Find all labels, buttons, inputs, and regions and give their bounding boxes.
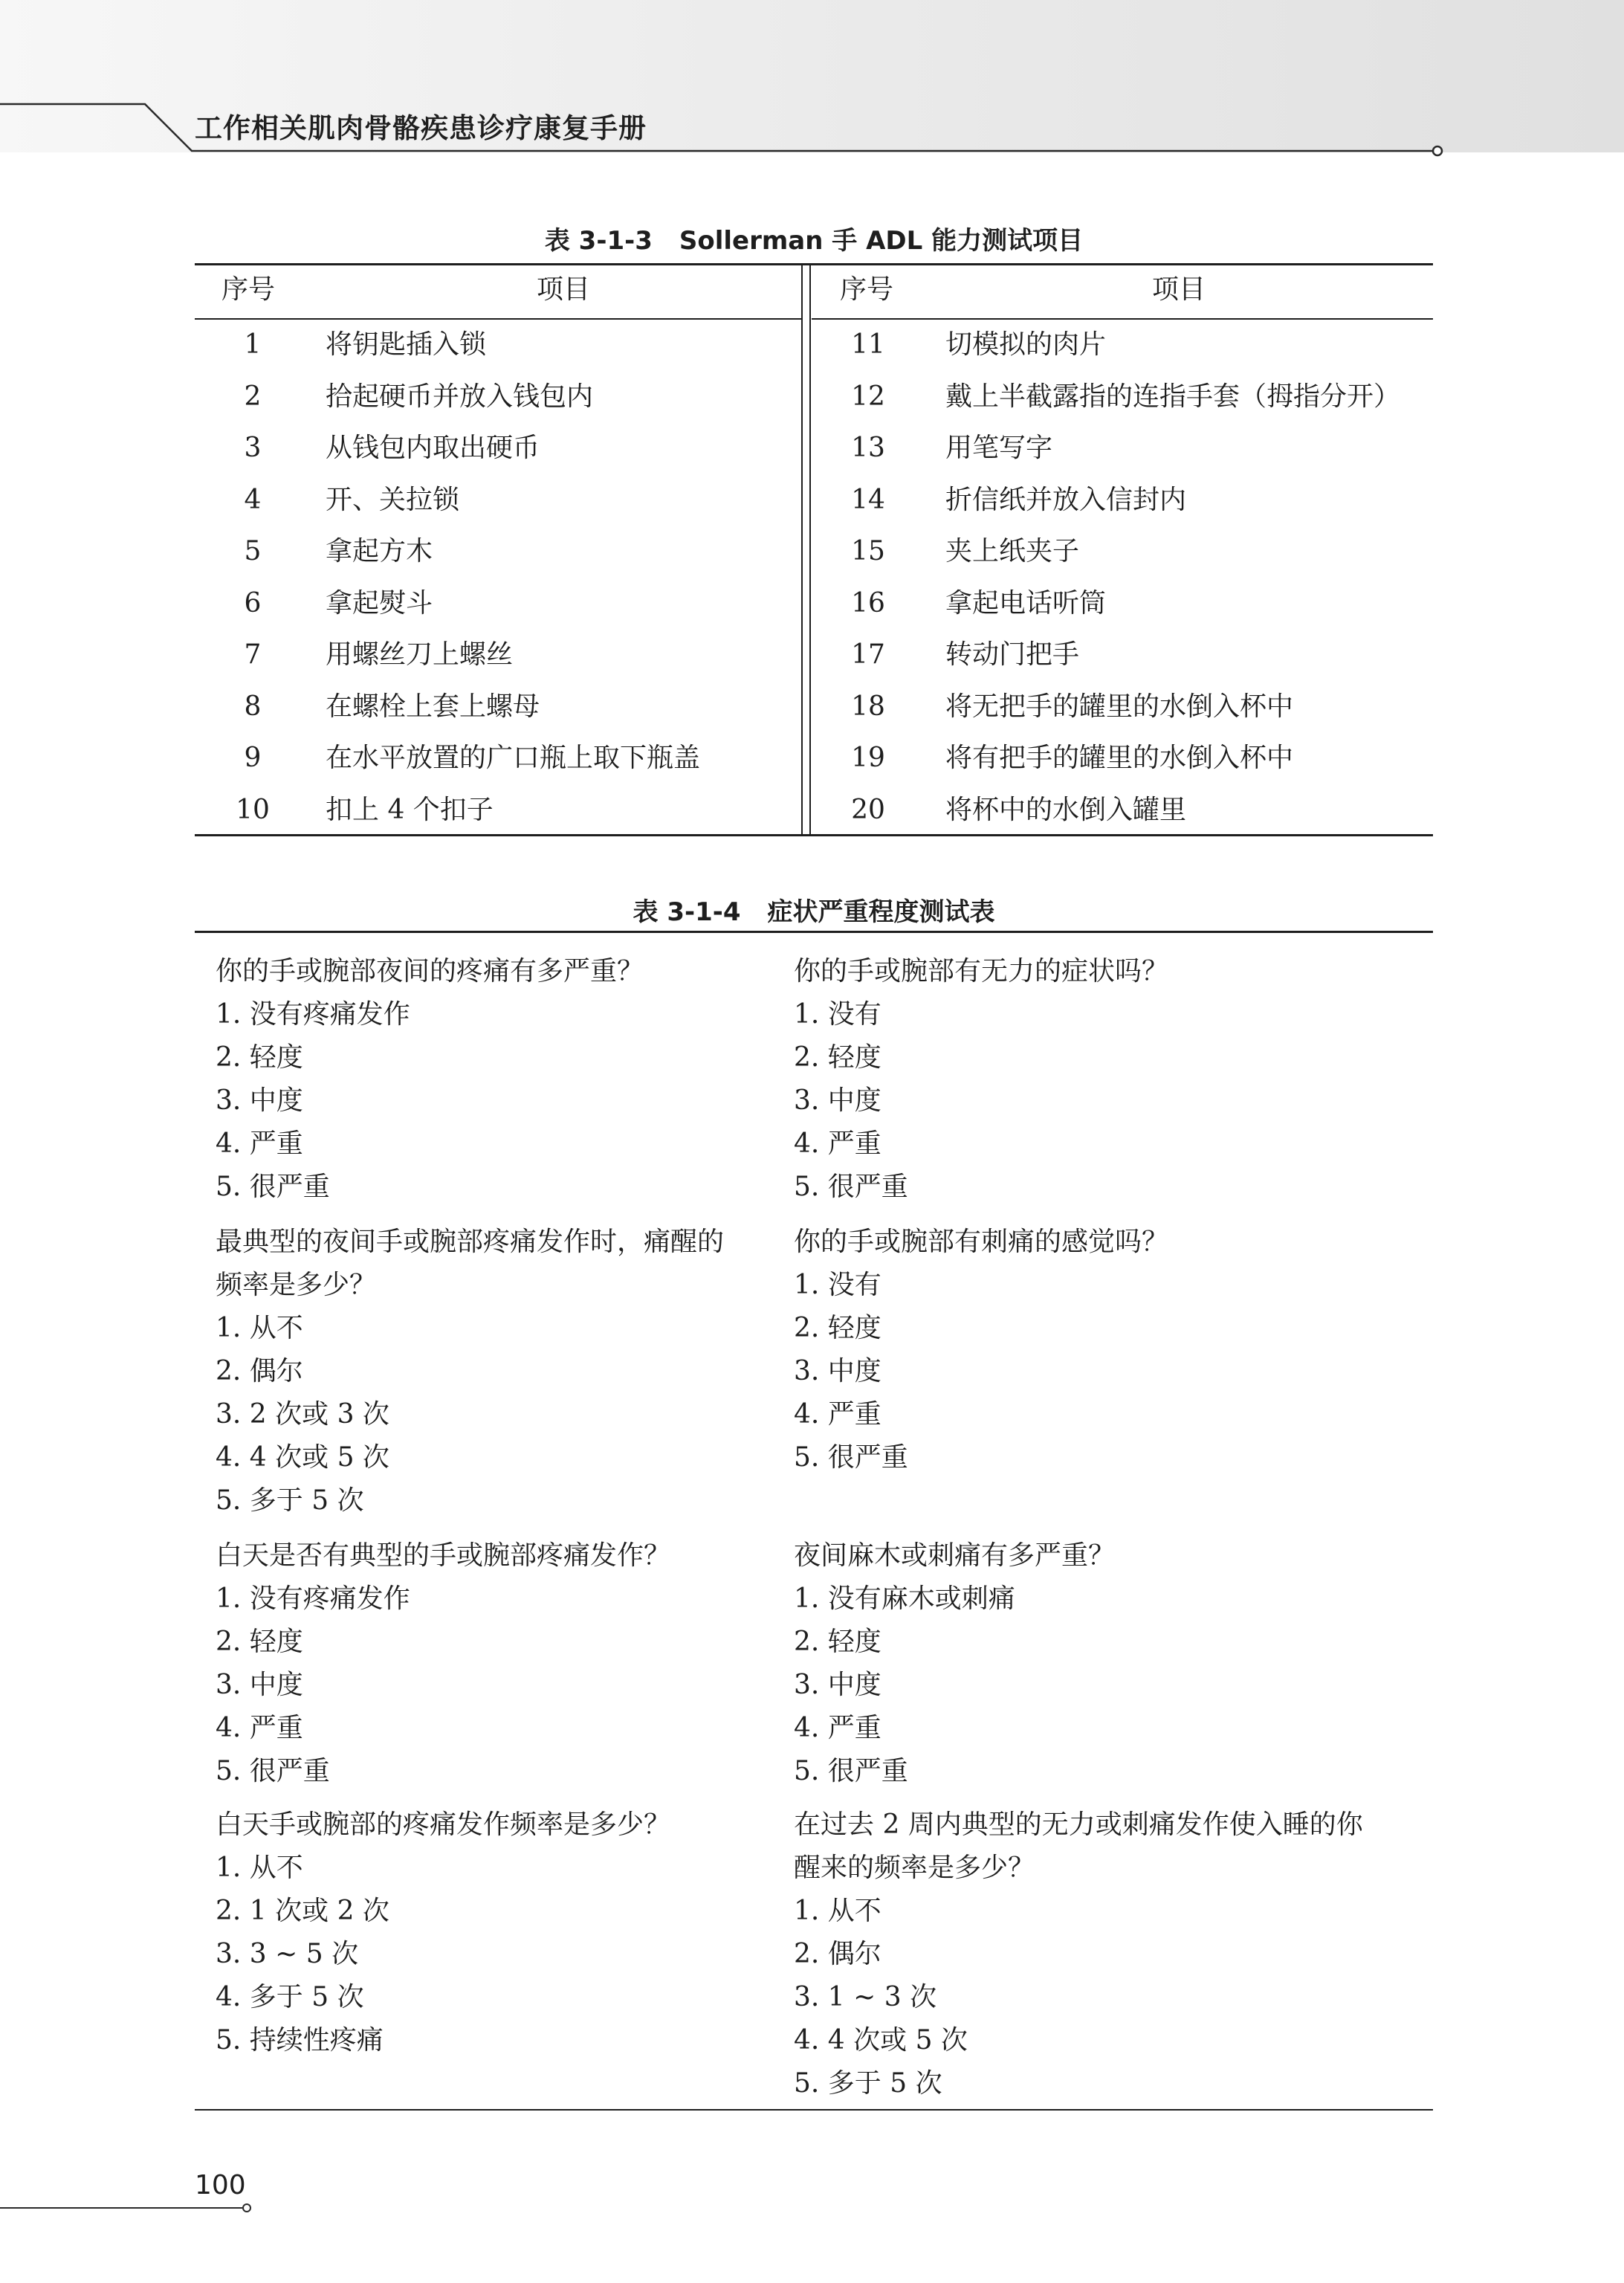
answer-option: 2. 偶尔: [794, 1939, 881, 1969]
answer-option: 1. 从不: [216, 1853, 303, 1883]
answer-option: 5. 持续性疼痛: [216, 2025, 384, 2056]
answer-option: 5. 很严重: [794, 1172, 908, 1202]
row-number: 4: [244, 484, 262, 515]
symptom-severity-table: [195, 931, 1433, 2111]
answer-option: 3. 2 次或 3 次: [216, 1399, 389, 1430]
answer-option: 4. 严重: [216, 1713, 303, 1743]
sollerman-test-table: [195, 263, 1433, 837]
row-number: 14: [851, 484, 885, 515]
answer-option: 1. 从不: [794, 1896, 881, 1926]
row-item: 在水平放置的广口瓶上取下瓶盖: [326, 743, 701, 773]
row-item: 将杯中的水倒入罐里: [945, 794, 1187, 825]
table-header-rule: [195, 318, 801, 320]
row-number: 19: [851, 743, 885, 773]
header-serial-right: 序号: [840, 274, 894, 305]
question-text: 你的手或腕部夜间的疼痛有多严重？: [216, 956, 644, 986]
answer-option: 1. 没有: [794, 1270, 881, 1300]
table-number: 表 3-1-4: [633, 897, 741, 927]
question-block: [216, 1221, 788, 1522]
answer-option: 3. 1 ~ 3 次: [794, 1982, 937, 2012]
row-number: 8: [244, 691, 262, 722]
row-item: 拾起硬币并放入钱包内: [326, 381, 594, 412]
row-item: 夹上纸夹子: [945, 536, 1080, 566]
row-item: 开、关拉锁: [326, 484, 460, 515]
question-block: [794, 1534, 1366, 1793]
answer-option: 3. 中度: [794, 1356, 881, 1386]
answer-option: 4. 严重: [794, 1128, 881, 1159]
answer-option: 1. 从不: [216, 1313, 303, 1343]
answer-option: 5. 多于 5 次: [794, 2068, 942, 2099]
answer-option: 2. 轻度: [794, 1042, 881, 1073]
row-number: 15: [851, 536, 885, 566]
answer-option: 4. 多于 5 次: [216, 1982, 364, 2012]
row-number: 18: [851, 691, 885, 722]
answer-option: 2. 轻度: [794, 1627, 881, 1657]
footer-rule: [0, 2193, 297, 2223]
question-block: [216, 950, 788, 1209]
row-item: 从钱包内取出硬币: [326, 433, 540, 463]
answer-option: 1. 没有疼痛发作: [216, 999, 410, 1030]
header-item-left: 项目: [537, 274, 591, 305]
row-item: 切模拟的肉片: [945, 329, 1107, 360]
header-serial-left: 序号: [221, 274, 276, 305]
answer-option: 4. 严重: [216, 1128, 303, 1159]
answer-option: 2. 轻度: [216, 1042, 303, 1073]
table-title: 症状严重程度测试表: [767, 897, 995, 927]
answer-option: 2. 轻度: [794, 1313, 881, 1343]
row-item: 将钥匙插入锁: [326, 329, 487, 360]
table-top-rule: [195, 263, 1433, 265]
answer-option: 1. 没有麻木或刺痛: [794, 1583, 1015, 1614]
answer-option: 4. 4 次或 5 次: [794, 2025, 968, 2056]
row-item: 戴上半截露指的连指手套（拇指分开）: [945, 381, 1401, 412]
row-number: 10: [236, 794, 270, 825]
answer-option: 3. 中度: [216, 1085, 303, 1116]
question-text: 频率是多少？: [216, 1270, 377, 1300]
answer-option: 5. 很严重: [216, 1172, 330, 1202]
answer-option: 2. 偶尔: [216, 1356, 303, 1386]
answer-option: 3. 中度: [794, 1085, 881, 1116]
row-number: 13: [851, 433, 885, 463]
row-number: 5: [244, 536, 262, 566]
table-top-rule: [195, 931, 1433, 933]
row-item: 用笔写字: [945, 433, 1053, 463]
answer-option: 4. 严重: [794, 1713, 881, 1743]
page-number: 100: [195, 2170, 246, 2200]
table-caption-314: [195, 891, 1433, 928]
answer-option: 4. 严重: [794, 1399, 881, 1430]
question-text: 最典型的夜间手或腕部疼痛发作时，痛醒的: [216, 1227, 725, 1257]
row-number: 16: [851, 587, 885, 619]
table-bottom-rule: [195, 2109, 1433, 2111]
row-number: 9: [244, 743, 262, 773]
row-item: 转动门把手: [945, 639, 1080, 670]
row-number: 20: [851, 794, 885, 825]
question-text: 你的手或腕部有无力的症状吗？: [794, 956, 1169, 986]
question-block: [794, 950, 1366, 1209]
question-text: 白天是否有典型的手或腕部疼痛发作？: [216, 1540, 671, 1571]
answer-option: 1. 没有疼痛发作: [216, 1583, 410, 1614]
table-column-divider: [801, 263, 803, 836]
answer-option: 4. 4 次或 5 次: [216, 1442, 389, 1473]
question-block: [794, 1221, 1366, 1479]
answer-option: 5. 很严重: [216, 1756, 330, 1786]
row-item: 扣上 4 个扣子: [326, 794, 494, 825]
row-number: 17: [851, 639, 885, 670]
row-number: 1: [244, 329, 262, 360]
answer-option: 5. 很严重: [794, 1442, 908, 1473]
table-column-divider: [809, 263, 811, 836]
answer-option: 2. 轻度: [216, 1627, 303, 1657]
table-title: Sollerman 手 ADL 能力测试项目: [679, 226, 1084, 256]
table-number: 表 3-1-3: [544, 226, 653, 256]
row-item: 在螺栓上套上螺母: [326, 691, 540, 722]
question-block: [216, 1534, 788, 1793]
question-block: [216, 1804, 788, 2062]
header-item-right: 项目: [1152, 274, 1206, 305]
row-number: 12: [851, 381, 885, 412]
row-item: 拿起方木: [326, 536, 433, 566]
answer-option: 2. 1 次或 2 次: [216, 1896, 389, 1926]
question-block: [794, 1804, 1366, 2105]
question-text: 白天手或腕部的疼痛发作频率是多少？: [216, 1809, 671, 1840]
answer-option: 3. 3 ~ 5 次: [216, 1939, 359, 1969]
answer-option: 3. 中度: [216, 1670, 303, 1700]
row-number: 7: [244, 639, 262, 670]
table-header-rule: [812, 318, 1433, 320]
table-caption-313: [195, 220, 1433, 256]
row-item: 用螺丝刀上螺丝: [326, 639, 514, 670]
answer-option: 3. 中度: [794, 1670, 881, 1700]
question-text: 在过去 2 周内典型的无力或刺痛发作使入睡的你: [794, 1809, 1363, 1840]
row-item: 折信纸并放入信封内: [945, 484, 1187, 515]
question-text: 夜间麻木或刺痛有多严重？: [794, 1540, 1116, 1571]
row-item: 将有把手的罐里的水倒入杯中: [945, 743, 1294, 773]
question-text: 你的手或腕部有刺痛的感觉吗？: [794, 1227, 1169, 1257]
row-number: 6: [244, 587, 262, 619]
row-item: 将无把手的罐里的水倒入杯中: [945, 691, 1294, 722]
question-text: 醒来的频率是多少？: [794, 1853, 1035, 1883]
row-number: 2: [244, 381, 262, 412]
row-number: 11: [851, 329, 885, 360]
answer-option: 5. 很严重: [794, 1756, 908, 1786]
book-title: 工作相关肌肉骨骼疾患诊疗康复手册: [195, 112, 647, 144]
row-number: 3: [244, 433, 262, 463]
answer-option: 5. 多于 5 次: [216, 1485, 364, 1516]
answer-option: 1. 没有: [794, 999, 881, 1030]
table-bottom-rule: [195, 834, 1433, 836]
row-item: 拿起电话听筒: [945, 587, 1107, 619]
row-item: 拿起熨斗: [326, 587, 433, 619]
